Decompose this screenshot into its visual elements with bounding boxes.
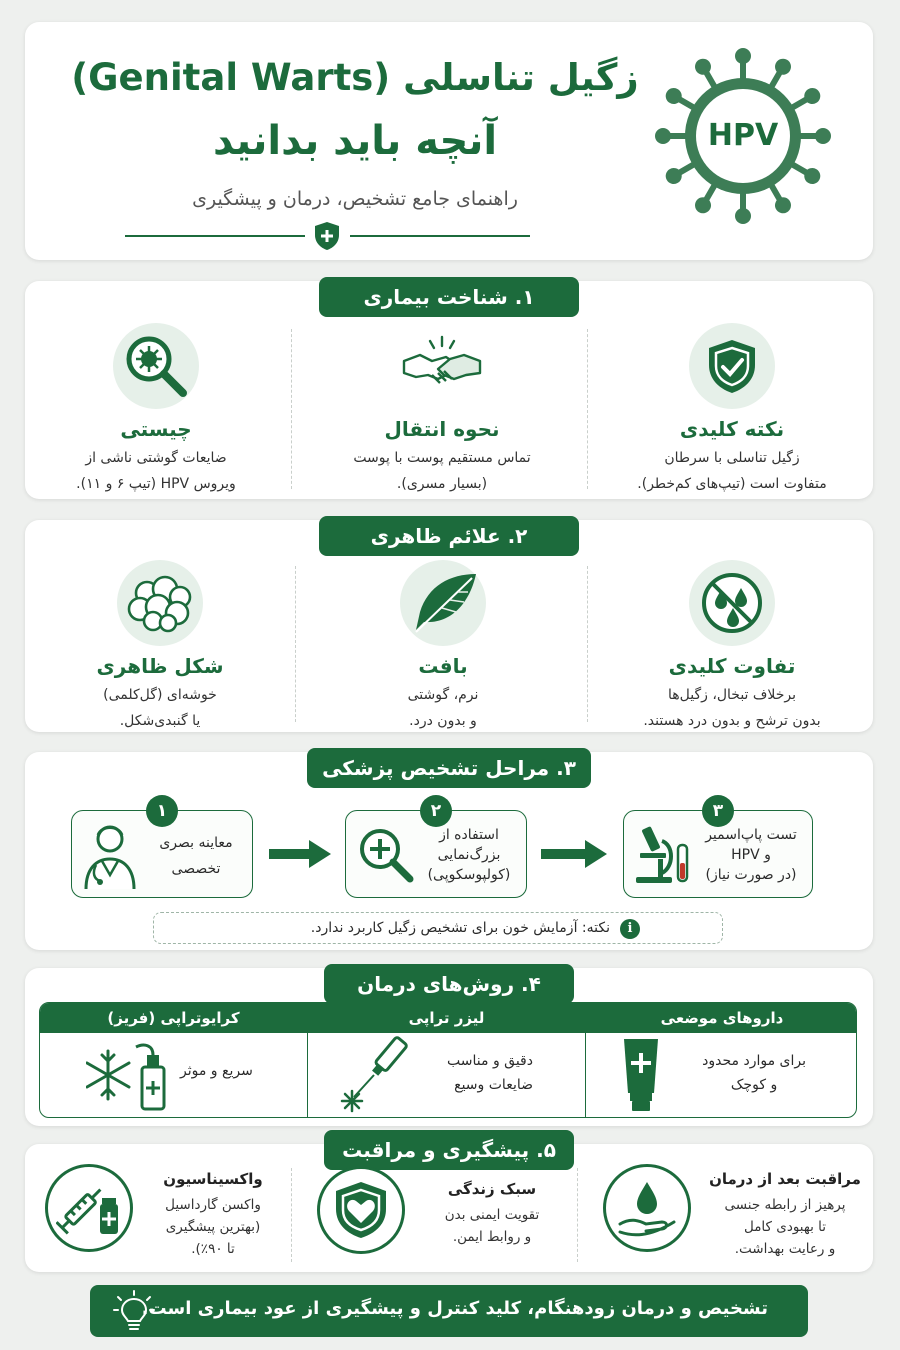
prevention-heading: مراقبت بعد از درمان bbox=[709, 1170, 861, 1188]
page-subtitle: راهنمای جامع تشخیص، درمان و پیشگیری bbox=[192, 188, 518, 210]
section1-text-line: تماس مستقیم پوست با پوست bbox=[353, 450, 531, 466]
section1-text-line: ضایعات گوشتی ناشی از bbox=[85, 450, 227, 466]
treatment-heading: داروهای موضعی bbox=[586, 1003, 857, 1033]
section2-heading-texture: بافت bbox=[418, 654, 468, 678]
microscope-icon bbox=[632, 823, 694, 887]
step-text-line: و HPV bbox=[731, 847, 771, 863]
section5-title: ۵. پیشگیری و مراقبت bbox=[324, 1130, 574, 1170]
section1-text-line: زگیل تناسلی با سرطان bbox=[664, 450, 800, 466]
diagnosis-step-3 bbox=[623, 801, 813, 898]
section1-item-key-point bbox=[597, 323, 867, 497]
zoom-plus-icon bbox=[356, 825, 416, 885]
section2-card bbox=[25, 520, 873, 732]
page-title-line2: آنچه باید بدانید bbox=[212, 118, 498, 164]
footer-text: تشخیص و درمان زودهنگام، کلید کنترل و پیشگیری از عود بیماری است. bbox=[141, 1298, 768, 1319]
prevention-vaccination bbox=[143, 1170, 283, 1300]
treatment-text-line: و کوچک bbox=[730, 1077, 778, 1093]
section1-title: ۱. شناخت بیماری bbox=[319, 277, 579, 317]
treatment-table bbox=[39, 1002, 857, 1118]
section2-text-line: نرم، گوشتی bbox=[407, 687, 479, 703]
doctor-icon bbox=[80, 821, 140, 891]
section2-text-line: خوشه‌ای (گل‌کلمی) bbox=[103, 687, 217, 703]
section1-heading-key-point: نکته کلیدی bbox=[679, 417, 785, 441]
treatment-text-line: ضایعات وسیع bbox=[454, 1077, 533, 1093]
note-label: نکته: bbox=[581, 920, 610, 936]
section1-heading-what-is: چیستی bbox=[120, 417, 192, 441]
snowflake-spray-icon bbox=[86, 1037, 172, 1113]
section1-heading-transmission: نحوه انتقال bbox=[384, 417, 500, 441]
section2-item-texture bbox=[305, 560, 581, 734]
prevention-text-line: و روابط ایمن. bbox=[452, 1229, 532, 1245]
hand-drop-icon bbox=[603, 1164, 691, 1252]
shield-plus-icon bbox=[313, 221, 341, 251]
prevention-text-line: تا ۹۰٪). bbox=[191, 1241, 235, 1257]
section1-text-line: (بسیار مسری). bbox=[396, 476, 488, 492]
laser-icon bbox=[338, 1035, 414, 1115]
section2-text-line: یا گنبدی‌شکل. bbox=[119, 713, 201, 729]
treatment-cryotherapy bbox=[40, 1003, 308, 1117]
treatment-heading: لیزر تراپی bbox=[308, 1003, 585, 1033]
diagnosis-step-2 bbox=[345, 801, 527, 898]
section5-card bbox=[25, 1138, 873, 1272]
magnifier-virus-icon bbox=[113, 323, 199, 409]
treatment-topical bbox=[586, 1003, 857, 1117]
step-text-line: بزرگ‌نمایی bbox=[437, 847, 501, 863]
prevention-text-line: تقویت ایمنی بدن bbox=[444, 1207, 540, 1223]
step-text-line: تست پاپ‌اسمیر bbox=[705, 827, 797, 843]
cream-tube-icon bbox=[618, 1037, 664, 1113]
section1-item-transmission bbox=[301, 323, 583, 497]
prevention-heading: سبک زندگی bbox=[447, 1180, 537, 1198]
treatment-laser bbox=[308, 1003, 586, 1117]
section1-text-line: متفاوت است (تیپ‌های کم‌خطر). bbox=[637, 476, 827, 492]
section2-title: ۲. علائم ظاهری bbox=[319, 516, 579, 556]
step-text-line: تخصصی bbox=[171, 861, 221, 877]
section4-title: ۴. روش‌های درمان bbox=[324, 964, 574, 1004]
diagnosis-step-1 bbox=[71, 801, 253, 898]
step-text-line: استفاده از bbox=[439, 827, 499, 843]
section4-card bbox=[25, 968, 873, 1126]
step-arrow-icon bbox=[541, 840, 609, 868]
section1-card bbox=[25, 281, 873, 499]
header-card bbox=[25, 22, 873, 260]
step-text-line: (کولپوسکوپی) bbox=[427, 867, 511, 883]
hpv-label: HPV bbox=[707, 118, 779, 153]
prevention-text-line: (بهترین پیشگیری bbox=[165, 1219, 261, 1235]
shield-check-icon bbox=[689, 323, 775, 409]
section3-card bbox=[25, 752, 873, 950]
section2-text-line: برخلاف تبخال، زگیل‌ها bbox=[667, 687, 797, 703]
section2-item-appearance bbox=[35, 560, 285, 734]
prevention-text-line: واکسن گارداسیل bbox=[165, 1197, 261, 1213]
footer-banner bbox=[90, 1285, 808, 1337]
section2-item-key-difference bbox=[597, 560, 867, 734]
section2-text-line: و بدون درد. bbox=[409, 713, 477, 729]
step-number: ۲ bbox=[420, 795, 452, 827]
page-title-line1: زگیل تناسلی (Genital Warts) bbox=[71, 56, 639, 99]
section3-title: ۳. مراحل تشخیص پزشکی bbox=[307, 748, 591, 788]
shield-heart-icon bbox=[317, 1166, 405, 1254]
feather-icon bbox=[400, 560, 486, 646]
treatment-text-line: برای موارد محدود bbox=[702, 1053, 806, 1069]
prevention-after-care bbox=[705, 1170, 865, 1300]
section1-text-line: ویروس HPV (تیپ ۶ و ۱۱). bbox=[76, 476, 236, 492]
cauliflower-icon bbox=[117, 560, 203, 646]
section1-item-what-is bbox=[31, 323, 281, 497]
section2-heading-key-difference: تفاوت کلیدی bbox=[668, 654, 796, 678]
treatment-text-line: سریع و موثر bbox=[180, 1063, 253, 1079]
info-icon: i bbox=[620, 919, 640, 939]
diagnosis-note bbox=[153, 912, 723, 944]
note-text: آزمایش خون برای تشخیص زگیل کاربرد ندارد. bbox=[310, 920, 578, 936]
step-arrow-icon bbox=[269, 840, 333, 868]
prevention-heading: واکسیناسیون bbox=[163, 1170, 263, 1188]
prevention-text-line: پرهیز از رابطه جنسی bbox=[724, 1197, 846, 1213]
treatment-text-line: دقیق و مناسب bbox=[447, 1053, 533, 1069]
prevention-text-line: و رعایت بهداشت. bbox=[734, 1241, 836, 1257]
section2-text-line: بدون ترشح و بدون درد هستند. bbox=[643, 713, 821, 729]
treatment-heading: کرایوتراپی (فریز) bbox=[40, 1003, 307, 1033]
section2-heading-appearance: شکل ظاهری bbox=[96, 654, 224, 678]
no-drops-icon bbox=[689, 560, 775, 646]
step-number: ۱ bbox=[146, 795, 178, 827]
step-text-line: (در صورت نیاز) bbox=[705, 867, 797, 883]
step-text-line: معاینه بصری bbox=[159, 835, 233, 851]
handshake-icon bbox=[399, 323, 485, 409]
prevention-text-line: تا بهبودی کامل bbox=[743, 1219, 827, 1235]
step-number: ۳ bbox=[702, 795, 734, 827]
syringe-vial-icon bbox=[45, 1164, 133, 1252]
